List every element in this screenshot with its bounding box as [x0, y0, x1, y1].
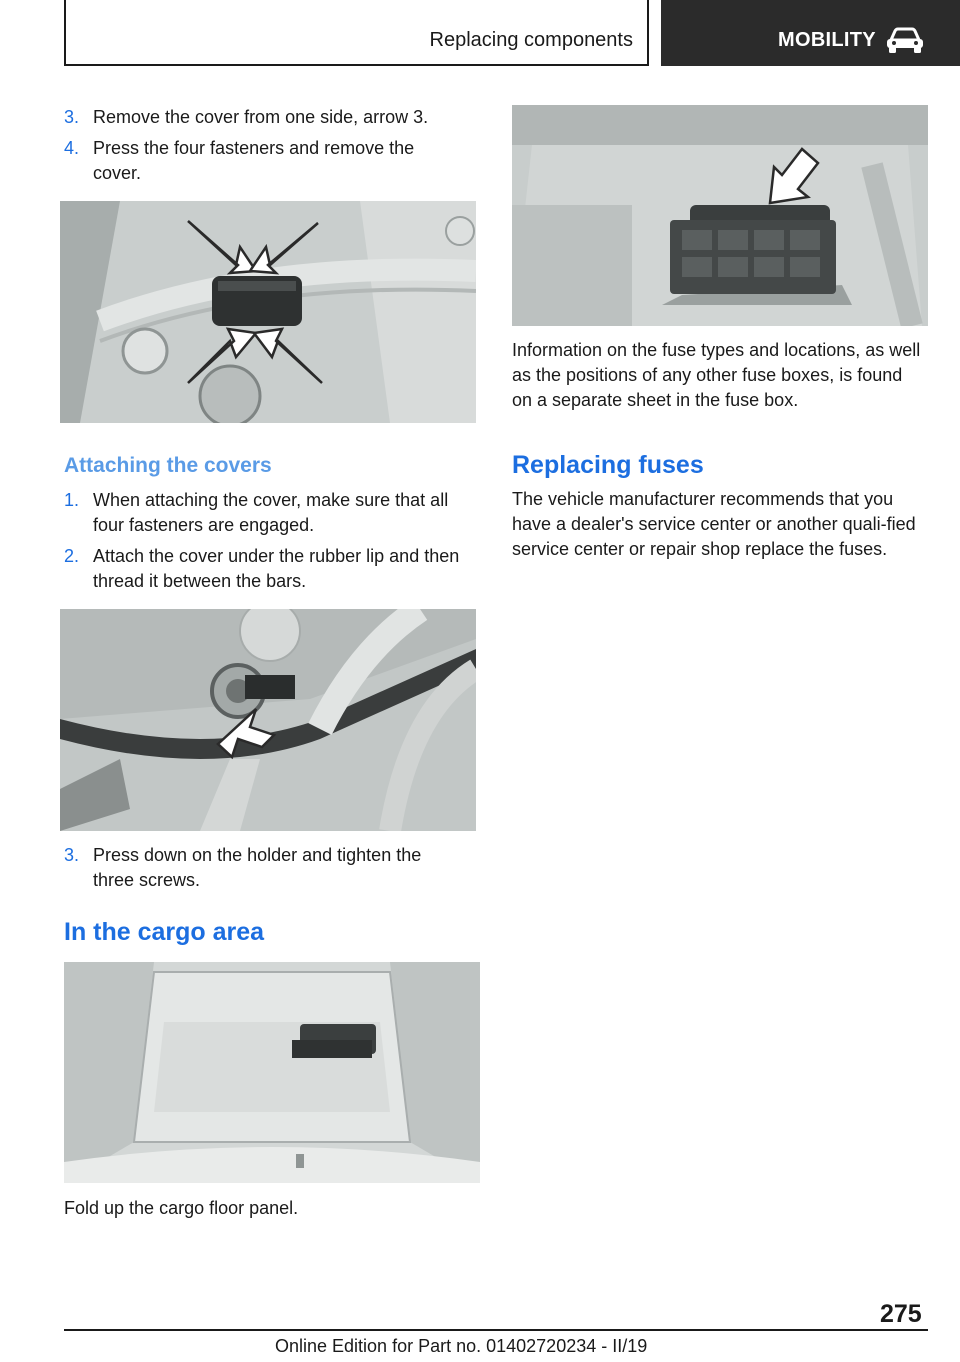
step-item [64, 544, 480, 594]
fuse-info-text: Information on the fuse types and locations, as well as the positions of any other fuse boxes, is found on a separate sheet in the fuse box. [512, 340, 921, 410]
step-number: 3. [64, 845, 80, 865]
section-heading: Replacing fuses [512, 451, 704, 479]
step-number: 3. [64, 107, 80, 127]
engine-cover-photo [60, 201, 476, 423]
step-text: Remove the cover from one side, arrow 3. [93, 107, 429, 127]
car-icon [885, 26, 925, 54]
cargo-caption: Fold up the cargo floor panel. [64, 1198, 299, 1218]
header-chapter-box [661, 0, 960, 66]
step-number: 1. [64, 490, 80, 510]
step-item [64, 843, 480, 893]
step-text: Press the four fasteners and remove the cover. [93, 138, 415, 183]
step-text: Press down on the holder and tighten the three screws. [93, 845, 422, 890]
section-heading: In the cargo area [64, 918, 265, 946]
step-text: Attach the cover under the rubber lip and then thread it between the bars. [93, 546, 460, 591]
holder-photo [60, 609, 476, 831]
fuse-box-photo [512, 105, 928, 326]
fuse-replace-text: The vehicle manufacturer recommends that you have a dealer's service center or another quali‐fied service center or repair shop replace the fuses. [512, 489, 916, 559]
step-number: 2. [64, 546, 80, 566]
step-item [64, 136, 480, 186]
page-number: 275 [880, 1300, 922, 1328]
step-number: 4. [64, 138, 80, 158]
step-text: When attaching the cover, make sure that all four fasteners are engaged. [93, 490, 449, 535]
step-item [64, 105, 480, 130]
cargo-area-photo [64, 962, 480, 1183]
section-heading: Attaching the covers [64, 454, 272, 477]
section-title: Replacing components [429, 29, 633, 51]
footer-divider [64, 1329, 928, 1331]
chapter-title: MOBILITY [778, 29, 876, 51]
footer-edition: Online Edition for Part no. 01402720234 - II/19 [275, 1336, 648, 1356]
header-section-box [64, 0, 649, 66]
step-item [64, 488, 480, 538]
